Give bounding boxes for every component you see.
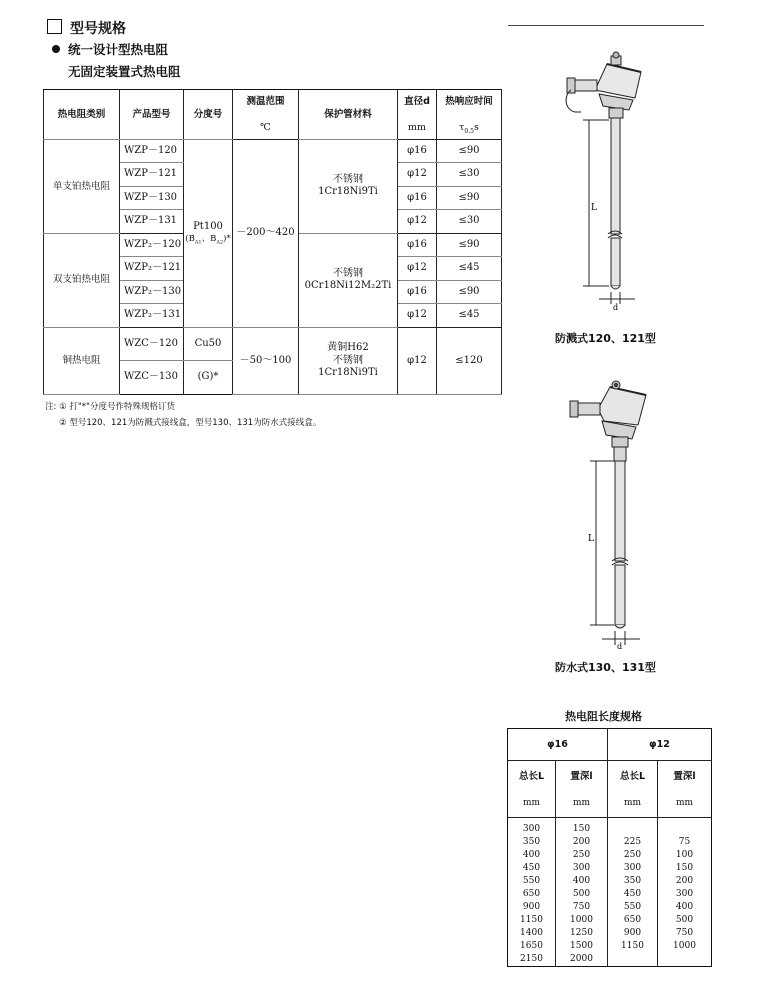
page-title: 型号规格 [70,21,126,37]
length-col-depth: 置深l [658,761,712,790]
header-diameter-unit: mm [398,118,437,140]
length-unit: mm [608,789,658,818]
phi16-total-values [508,818,556,967]
header-model: 产品型号 [120,90,184,140]
cu-graduation: Cu50 [184,327,233,361]
length-value: 2150 [520,954,543,964]
phi12-total-values [608,818,658,967]
length-value: 150 [572,824,591,834]
length-table-title: 热电阻长度规格 [565,710,642,723]
dim-d-label: d [613,303,619,312]
response-cell: ≤90 [437,233,502,256]
length-value: 900 [623,928,642,938]
double-material: 不锈钢 0Cr18Ni12M₂2Ti [299,233,398,327]
splashproof-rtd-drawing [555,50,665,312]
diameter-cell: φ12 [398,304,437,327]
response-cell: ≤30 [437,163,502,186]
length-value: 500 [572,889,591,899]
model-cell: WZP－121 [120,163,184,186]
cu-graduation-sub: (G)* [184,361,233,395]
length-value: 1000 [673,941,696,951]
cu-range: －50～100 [233,327,299,394]
dim-d-label: d [617,642,623,650]
length-value: 400 [572,876,591,886]
section-title: 统一设计型热电阻 [68,42,169,57]
length-value: 350 [623,876,642,886]
length-header-phi16: φ16 [508,729,608,761]
header-graduation: 分度号 [184,90,233,140]
diameter-cell: φ16 [398,233,437,256]
length-value: 450 [623,889,642,899]
group-single-pt: 单支铂热电阻 [44,140,120,234]
header-response-unit: $\tau_{0.5}s$ [437,118,502,140]
header-rule [508,25,704,26]
dim-L-label: L [591,203,597,213]
length-value: 100 [675,850,694,860]
single-material: 不锈钢 1Cr18Ni9Ti [299,140,398,234]
cu-material: 黄铜H62 不锈钢 1Cr18Ni9Ti [299,327,398,394]
response-cell: ≤120 [437,327,502,394]
length-value: 400 [675,902,694,912]
note-2: ② 型号120、121为防溅式接线盒，型号130、131为防水式接线盒。 [59,418,322,428]
length-value: 1150 [520,915,543,925]
spec-table [43,89,502,395]
section-subtitle: 无固定装置式热电阻 [68,64,181,79]
waterproof-rtd-drawing [560,375,670,650]
length-value: 150 [675,863,694,873]
length-unit: mm [658,789,712,818]
length-col-total: 总长L [608,761,658,790]
length-col-total: 总长L [518,771,545,782]
header-diameter: 直径d [398,90,437,118]
length-value: 350 [522,837,541,847]
diameter-cell: φ16 [398,186,437,209]
response-cell: ≤30 [437,210,502,233]
response-cell: ≤90 [437,140,502,163]
pt-graduation: Pt100 ($B_{A1}$、$B_{A2})*$ [184,140,233,328]
length-unit: mm [508,789,556,818]
length-value: 750 [675,928,694,938]
length-value: 300 [522,824,541,834]
group-double-pt: 双支铂热电阻 [44,233,120,327]
length-value: 300 [623,863,642,873]
length-value: 1150 [621,941,644,951]
response-cell: ≤90 [437,186,502,209]
phi16-depth-values [556,818,608,967]
length-value: 300 [675,889,694,899]
bullet-icon [52,45,60,53]
response-cell: ≤45 [437,304,502,327]
header-type: 热电阻类别 [44,90,120,140]
response-cell: ≤45 [437,257,502,280]
phi12-depth-values [658,818,712,967]
model-cell: WZC－130 [120,361,184,395]
length-value: 550 [623,902,642,912]
model-cell: WZP₂－131 [120,304,184,327]
header-material: 保护管材料 [299,90,398,140]
header-range-unit: ℃ [233,118,299,140]
length-value: 1400 [520,928,543,938]
length-value: 650 [522,889,541,899]
response-cell: ≤90 [437,280,502,303]
diameter-cell: φ16 [398,280,437,303]
length-value: 550 [522,876,541,886]
figure-2-caption: 防水式130、131型 [555,661,656,674]
length-value: 1500 [570,941,593,951]
length-value: 250 [623,850,642,860]
length-value: 250 [572,850,591,860]
length-value: 300 [572,863,591,873]
notes [45,399,321,431]
length-value: 2000 [570,954,593,964]
diameter-cell: φ12 [398,257,437,280]
length-unit: mm [556,789,608,818]
dim-L-label: L [588,534,594,544]
length-col-depth: 置深l [556,761,608,790]
length-value: 450 [522,863,541,873]
length-value: 1250 [570,928,593,938]
length-value: 75 [678,837,691,847]
model-cell: WZP₂－120 [120,233,184,256]
model-cell: WZP－120 [120,140,184,163]
model-cell: WZP－131 [120,210,184,233]
model-cell: WZP₂－121 [120,257,184,280]
length-table [507,728,712,967]
length-value: 500 [675,915,694,925]
pt-range: －200～420 [233,140,299,328]
model-cell: WZP₂－130 [120,280,184,303]
length-value: 650 [623,915,642,925]
figure-1-caption: 防溅式120、121型 [555,332,656,345]
length-value: 200 [572,837,591,847]
length-value: 400 [522,850,541,860]
length-header-phi12: φ12 [608,729,712,761]
model-cell: WZP－130 [120,186,184,209]
length-value: 225 [623,837,642,847]
length-value: 200 [675,876,694,886]
note-1: 注: ① 打"*"分度号作特殊规格订货 [45,402,175,412]
length-value: 1650 [520,941,543,951]
length-value: 750 [572,902,591,912]
model-cell: WZC－120 [120,327,184,361]
diameter-cell: φ12 [398,163,437,186]
header-range: 测温范围 [233,90,299,118]
length-value: 900 [522,902,541,912]
diameter-cell: φ12 [398,327,437,394]
group-copper: 铜热电阻 [44,327,120,394]
length-value: 1000 [570,915,593,925]
diameter-cell: φ16 [398,140,437,163]
diameter-cell: φ12 [398,210,437,233]
title-checkbox-icon [47,19,62,34]
header-response: 热响应时间 [437,90,502,118]
